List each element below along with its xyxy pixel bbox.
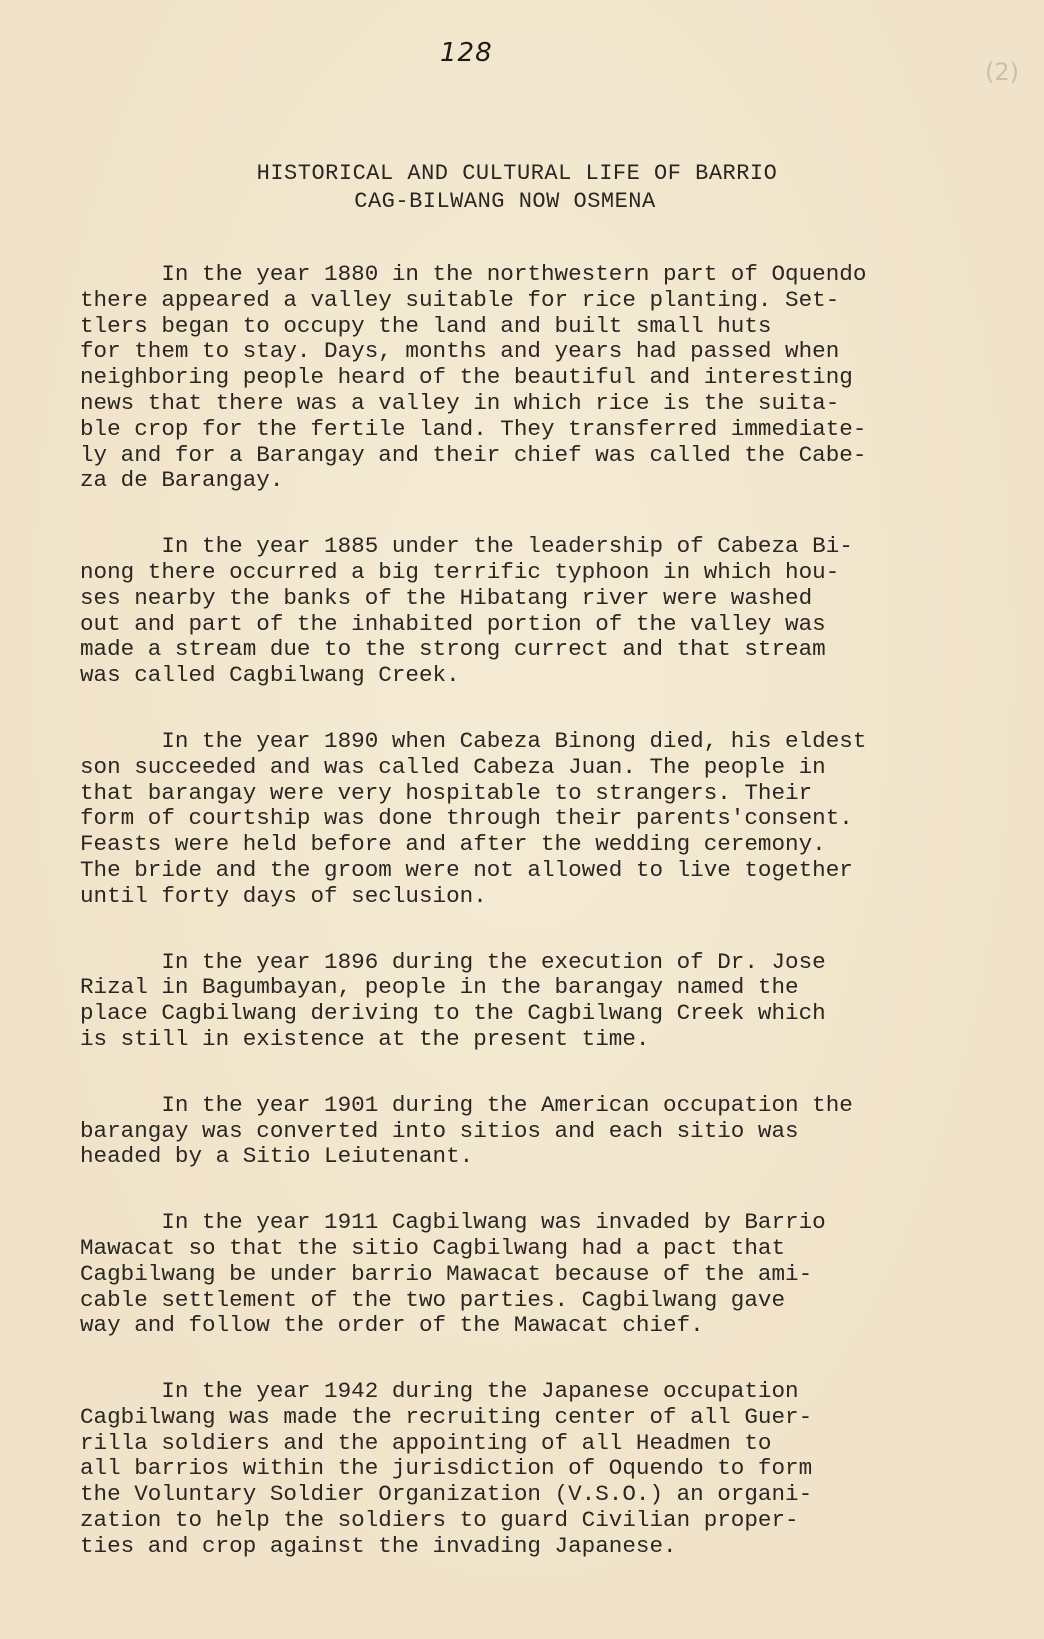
text-line: Cagbilwang was made the recruiting center of all Guer- xyxy=(80,1403,813,1430)
text-line: form of courtship was done through their parents'consent. xyxy=(80,805,853,832)
text-line: the Voluntary Soldier Organization (V.S.O.) an organi- xyxy=(80,1481,813,1508)
text-line: nong there occurred a big terrific typhoon in which hou- xyxy=(80,558,840,585)
text-line: way and follow the order of the Mawacat chief. xyxy=(80,1312,704,1339)
text-line: that barangay were very hospitable to strangers. Their xyxy=(80,779,813,806)
text-line: neighboring people heard of the beautiful and interesting xyxy=(80,364,853,391)
text-line: In the year 1911 Cagbilwang was invaded by Barrio xyxy=(80,1209,826,1236)
text-line: made a stream due to the strong currect and that stream xyxy=(80,636,826,663)
page-number: 128 xyxy=(440,38,493,68)
paragraph xyxy=(80,262,980,494)
paragraph xyxy=(80,950,980,1053)
text-line: Cagbilwang be under barrio Mawacat because of the ami- xyxy=(80,1260,813,1287)
text-line: zation to help the soldiers to guard Civilian proper- xyxy=(80,1507,799,1534)
text-line: In the year 1942 during the Japanese occupation xyxy=(80,1378,799,1405)
text-line: headed by a Sitio Leiutenant. xyxy=(80,1143,474,1170)
paragraph xyxy=(80,1093,980,1170)
text-line: place Cagbilwang deriving to the Cagbilwang Creek which xyxy=(80,1000,826,1027)
text-line: out and part of the inhabited portion of the valley was xyxy=(80,610,826,637)
text-line: news that there was a valley in which rice is the suita- xyxy=(80,389,840,416)
text-line: ses nearby the banks of the Hibatang river were washed xyxy=(80,584,813,611)
title-line-1: HISTORICAL AND CULTURAL LIFE OF BARRIO xyxy=(256,161,778,186)
text-line: until forty days of seclusion. xyxy=(80,882,487,909)
text-line: is still in existence at the present time. xyxy=(80,1025,650,1052)
text-line: cable settlement of the two parties. Cagbilwang gave xyxy=(80,1286,786,1313)
paragraph xyxy=(80,534,980,689)
text-line: ties and crop against the invading Japanese. xyxy=(80,1532,677,1559)
text-line: rilla soldiers and the appointing of all Headmen to xyxy=(80,1429,772,1456)
text-line: za de Barangay. xyxy=(80,467,284,494)
document-title xyxy=(0,160,1044,216)
text-line: Mawacat so that the sitio Cagbilwang had a pact that xyxy=(80,1234,786,1261)
paragraph xyxy=(80,729,980,910)
text-line: In the year 1890 when Cabeza Binong died, his eldest xyxy=(80,727,867,754)
text-line: ble crop for the fertile land. They transferred immediate- xyxy=(80,415,867,442)
text-line: all barrios within the jurisdiction of Oquendo to form xyxy=(80,1455,813,1482)
text-line: In the year 1896 during the execution of Dr. Jose xyxy=(80,948,826,975)
text-line: Rizal in Bagumbayan, people in the barangay named the xyxy=(80,974,799,1001)
text-line: In the year 1901 during the American occupation the xyxy=(80,1091,853,1118)
text-line: for them to stay. Days, months and years had passed when xyxy=(80,338,840,365)
title-line-2: CAG-BILWANG NOW OSMENA xyxy=(354,189,656,214)
paragraph xyxy=(80,1210,980,1339)
paragraph xyxy=(80,1379,980,1560)
document-body xyxy=(80,262,980,1600)
text-line: ly and for a Barangay and their chief was called the Cabe- xyxy=(80,441,867,468)
text-line: Feasts were held before and after the wedding ceremony. xyxy=(80,831,826,858)
text-line: tlers began to occupy the land and built small huts xyxy=(80,312,772,339)
text-line: barangay was converted into sitios and each sitio was xyxy=(80,1117,799,1144)
corner-page-mark: (2) xyxy=(985,58,1019,86)
text-line: The bride and the groom were not allowed to live together xyxy=(80,856,853,883)
text-line: In the year 1880 in the northwestern part of Oquendo xyxy=(80,261,867,287)
text-line: was called Cagbilwang Creek. xyxy=(80,662,460,689)
text-line: son succeeded and was called Cabeza Juan. The people in xyxy=(80,753,826,780)
text-line: there appeared a valley suitable for rice planting. Set- xyxy=(80,286,840,313)
text-line: In the year 1885 under the leadership of Cabeza Bi- xyxy=(80,533,853,560)
